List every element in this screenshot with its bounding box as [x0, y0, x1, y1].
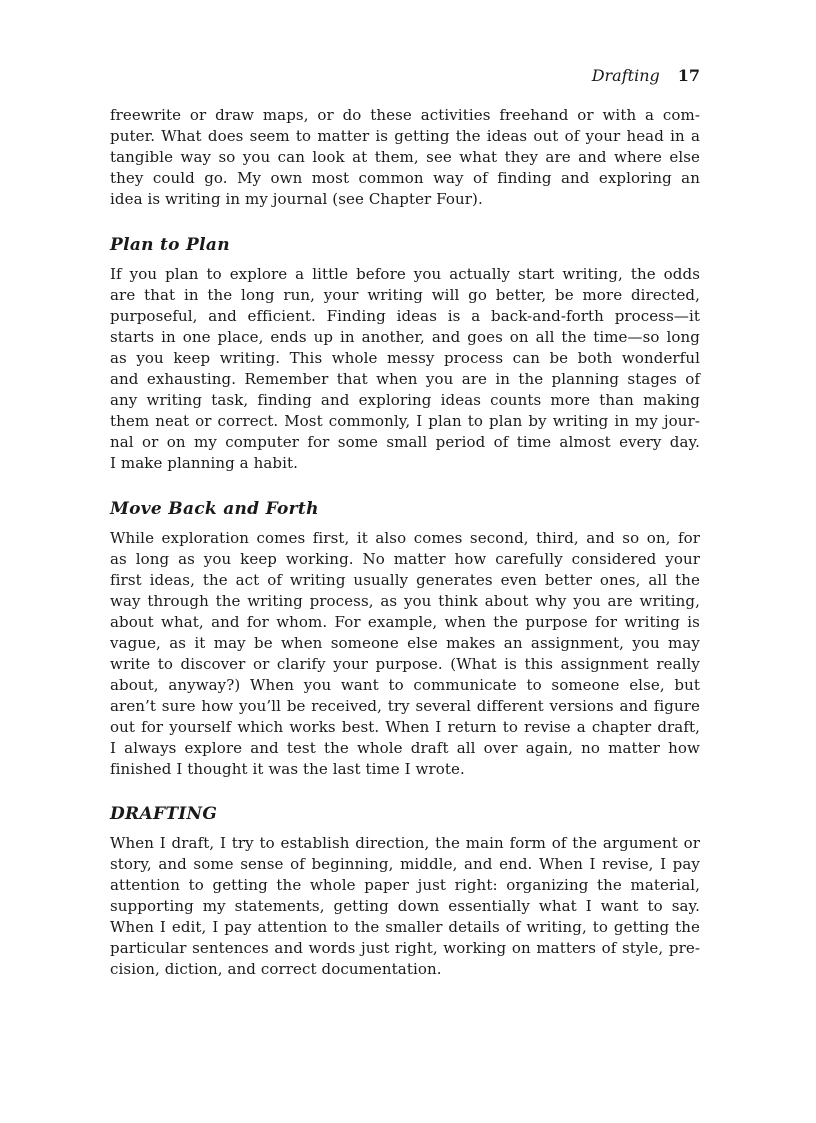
- text-line: puter. What does seem to matter is getting the ideas out of your head in a: [110, 127, 700, 145]
- text-line: about what, and for whom. For example, when the purpose for writing is: [110, 613, 700, 631]
- text-line: vague, as it may be when someone else makes an assignment, you may: [110, 634, 700, 652]
- text-line: While exploration comes first, it also comes second, third, and so on, for: [110, 529, 700, 547]
- text-line: If you plan to explore a little before you actually start writing, the odds: [110, 265, 700, 283]
- text-line: When I edit, I pay attention to the smaller details of writing, to getting the: [110, 918, 700, 936]
- text-line: them neat or correct. Most commonly, I plan to plan by writing in my jour-: [110, 412, 700, 430]
- paragraph-drafting: [110, 833, 700, 980]
- text-line: starts in one place, ends up in another, and goes on all the time—so long: [110, 328, 700, 346]
- text-line: as long as you keep working. No matter how carefully considered your: [110, 550, 700, 568]
- text-line: way through the writing process, as you think about why you are writing,: [110, 592, 700, 610]
- paragraph-intro: [110, 105, 700, 210]
- text-line: When I draft, I try to establish direction, the main form of the argument or: [110, 834, 700, 852]
- text-line: are that in the long run, your writing will go better, be more directed,: [110, 286, 700, 304]
- text-line: any writing task, finding and exploring ideas counts more than making: [110, 391, 700, 409]
- text-line: tangible way so you can look at them, see what they are and where else: [110, 148, 700, 166]
- text-line: about, anyway?) When you want to communicate to someone else, but: [110, 676, 700, 694]
- text-line: aren’t sure how you’ll be received, try several different versions and figure: [110, 697, 700, 715]
- text-line: finished I thought it was the last time I wrote.: [110, 760, 465, 778]
- paragraph-move-back-and-forth: [110, 528, 700, 780]
- text-line: idea is writing in my journal (see Chapter Four).: [110, 190, 483, 208]
- text-line: out for yourself which works best. When I return to revise a chapter draft,: [110, 718, 700, 736]
- text-line: freewrite or draw maps, or do these activities freehand or with a com-: [110, 106, 700, 124]
- running-head-title: Drafting: [591, 66, 660, 85]
- text-line: I always explore and test the whole draft all over again, no matter how: [110, 739, 700, 757]
- running-head: [592, 66, 700, 86]
- text-line: particular sentences and words just right, working on matters of style, pre-: [110, 939, 700, 957]
- page-body: [110, 105, 700, 980]
- text-line: as you keep writing. This whole messy process can be both wonderful: [110, 349, 700, 367]
- text-line: supporting my statements, getting down essentially what I want to say.: [110, 897, 700, 915]
- section-heading-plan-to-plan: Plan to Plan: [110, 235, 230, 255]
- text-line: write to discover or clarify your purpose. (What is this assignment really: [110, 655, 700, 673]
- text-line: nal or on my computer for some small period of time almost every day.: [110, 433, 700, 451]
- text-line: attention to getting the whole paper just right: organizing the material,: [110, 876, 700, 894]
- text-line: story, and some sense of beginning, middle, and end. When I revise, I pay: [110, 855, 700, 873]
- text-line: first ideas, the act of writing usually generates even better ones, all the: [110, 571, 700, 589]
- section-heading-drafting: DRAFTING: [110, 804, 218, 824]
- paragraph-plan-to-plan: [110, 264, 700, 474]
- text-line: cision, diction, and correct documentation.: [110, 960, 442, 978]
- text-line: purposeful, and efficient. Finding ideas is a back-and-forth process—it: [110, 307, 700, 325]
- text-line: and exhausting. Remember that when you are in the planning stages of: [110, 370, 700, 388]
- page-number: 17: [677, 66, 700, 85]
- text-line: they could go. My own most common way of finding and exploring an: [110, 169, 700, 187]
- text-line: I make planning a habit.: [110, 454, 298, 472]
- section-heading-move-back-and-forth: Move Back and Forth: [110, 499, 319, 519]
